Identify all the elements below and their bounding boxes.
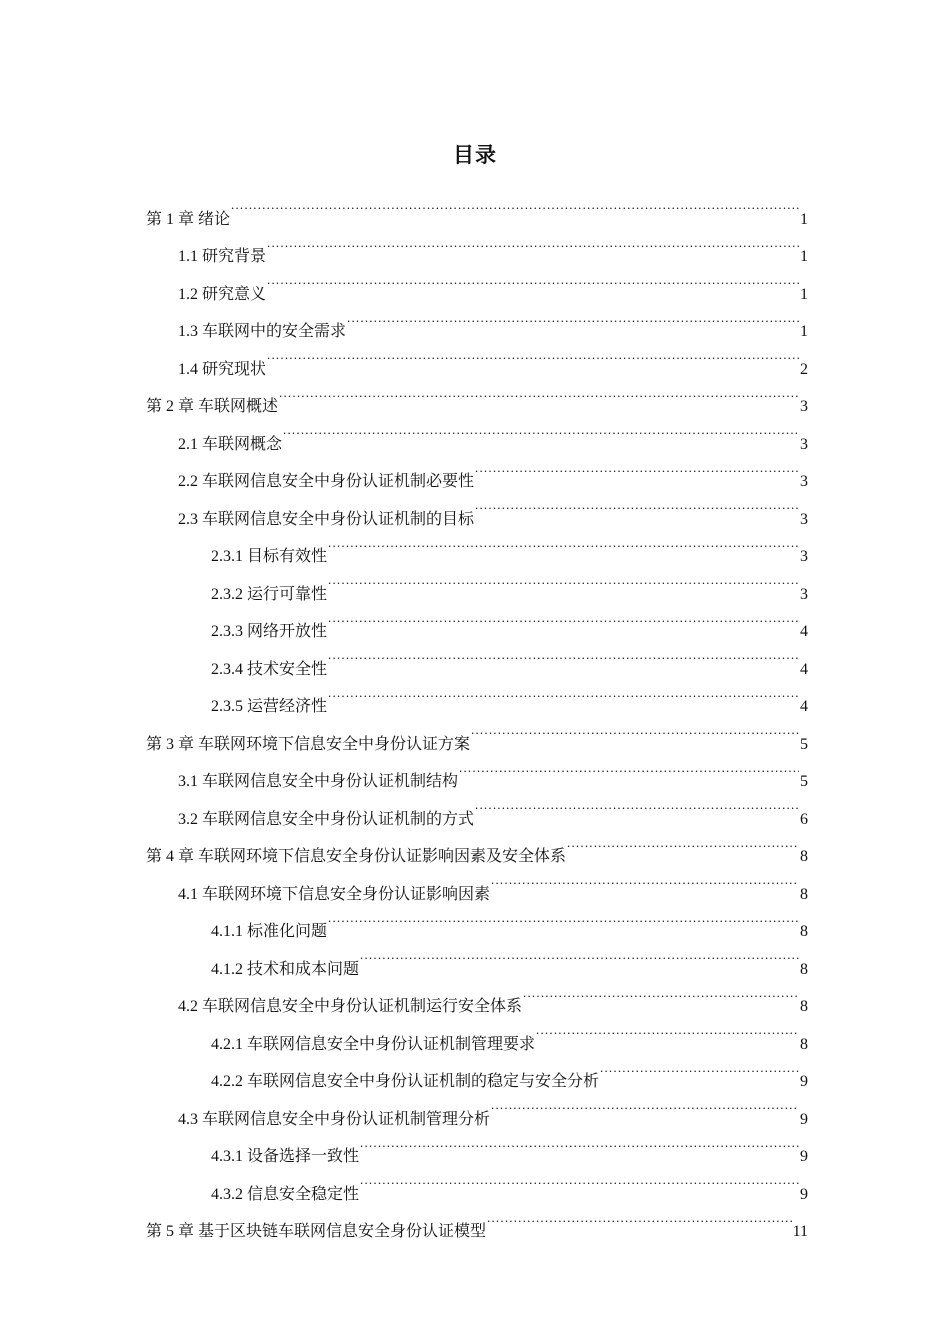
toc-entry-label: 第 1 章 绪论	[146, 210, 231, 228]
page-title: 目录	[453, 143, 497, 167]
toc-entry-page-number: 8	[800, 1035, 808, 1053]
toc-entry-page-number: 5	[800, 773, 808, 790]
toc-entry-page-number: 4	[800, 698, 808, 715]
toc-entry-label: 4.3.2 信息安全稳定性	[211, 1185, 360, 1203]
toc-entry-label: 第 5 章 基于区块链车联网信息安全身份认证模型	[146, 1223, 487, 1240]
toc-entry-page-number: 1	[800, 285, 808, 303]
toc-entry-page-number: 4	[800, 660, 808, 678]
toc-dot-leader	[328, 899, 799, 937]
toc-entry-page-number: 9	[800, 1110, 808, 1128]
toc-entry-label: 2.3.4 技术安全性	[211, 660, 328, 678]
toc-dot-leader	[328, 636, 799, 674]
toc-entry-label: 2.3 车联网信息安全中身份认证机制的目标	[178, 510, 475, 528]
toc-entry-page-number: 3	[800, 435, 808, 453]
toc-entry-page-number: 3	[800, 473, 808, 490]
toc-entry-label: 2.2 车联网信息安全中身份认证机制必要性	[178, 473, 475, 490]
toc-entry-page-number: 1	[800, 210, 808, 228]
toc-entry-page-number: 9	[800, 1185, 808, 1203]
toc-entry-page-number: 8	[800, 923, 808, 940]
toc-dot-leader	[267, 224, 799, 262]
toc-dot-leader	[360, 936, 799, 974]
toc-dot-leader	[471, 711, 799, 749]
toc-dot-leader	[328, 674, 799, 712]
toc-dot-leader	[328, 561, 799, 599]
toc-entry-page-number: 1	[800, 248, 808, 265]
toc-entry-label: 2.3.3 网络开放性	[211, 623, 328, 640]
toc-dot-leader	[491, 1086, 799, 1124]
toc-entry-label: 4.2.2 车联网信息安全中身份认证机制的稳定与安全分析	[211, 1073, 600, 1090]
toc-entry-label: 1.3 车联网中的安全需求	[178, 323, 347, 340]
toc-entry-label: 4.1.2 技术和成本问题	[211, 960, 360, 978]
toc-dot-leader	[475, 486, 799, 524]
toc-dot-leader	[523, 974, 799, 1012]
toc-entry-page-number: 2	[800, 360, 808, 378]
toc-dot-leader	[347, 299, 799, 337]
toc-entry-label: 1.1 研究背景	[178, 248, 267, 265]
toc-dot-leader	[475, 786, 799, 824]
toc-entry-page-number: 11	[792, 1223, 808, 1240]
toc-dot-leader	[279, 374, 799, 412]
toc-entry-page-number: 8	[800, 885, 808, 903]
toc-entry-page-number: 1	[800, 323, 808, 340]
toc-dot-leader	[283, 411, 799, 449]
toc-entry-page-number: 5	[800, 735, 808, 753]
toc-dot-leader	[360, 1124, 799, 1162]
toc-entry-page-number: 8	[800, 998, 808, 1015]
toc-dot-leader	[567, 824, 799, 862]
toc-entry-label: 4.1 车联网环境下信息安全身份认证影响因素	[178, 885, 491, 903]
toc-entry-page-number: 3	[800, 548, 808, 565]
toc-entry-label: 1.2 研究意义	[178, 285, 267, 303]
toc-entry-page-number: 8	[800, 848, 808, 865]
toc-dot-leader	[491, 861, 799, 899]
toc-entry-label: 4.2.1 车联网信息安全中身份认证机制管理要求	[211, 1035, 536, 1053]
toc-entry-label: 3.1 车联网信息安全中身份认证机制结构	[178, 773, 459, 790]
table-of-contents	[146, 186, 808, 1240]
toc-entry[interactable]	[146, 224, 808, 265]
toc-entry-page-number: 3	[800, 510, 808, 528]
toc-entry-label: 4.2 车联网信息安全中身份认证机制运行安全体系	[178, 998, 523, 1015]
toc-dot-leader	[267, 336, 799, 374]
toc-entry-page-number: 3	[800, 398, 808, 415]
toc-dot-leader	[267, 261, 799, 299]
toc-entry-page-number: 3	[800, 585, 808, 603]
toc-dot-leader	[360, 1161, 799, 1199]
toc-entry-label: 第 3 章 车联网环境下信息安全中身份认证方案	[146, 735, 471, 753]
toc-dot-leader	[328, 524, 799, 562]
toc-entry-page-number: 8	[800, 960, 808, 978]
toc-dot-leader	[536, 1011, 799, 1049]
toc-entry-label: 1.4 研究现状	[178, 360, 267, 378]
toc-entry-label: 4.3.1 设备选择一致性	[211, 1148, 360, 1165]
toc-entry-label: 4.3 车联网信息安全中身份认证机制管理分析	[178, 1110, 491, 1128]
toc-entry-page-number: 9	[800, 1073, 808, 1090]
toc-dot-leader	[475, 449, 799, 487]
toc-entry[interactable]	[146, 186, 808, 228]
toc-entry-label: 2.1 车联网概念	[178, 435, 283, 453]
toc-entry-label: 2.3.1 目标有效性	[211, 548, 328, 565]
toc-entry-page-number: 4	[800, 623, 808, 640]
toc-entry-label: 第 4 章 车联网环境下信息安全身份认证影响因素及安全体系	[146, 848, 567, 865]
toc-dot-leader	[600, 1049, 799, 1087]
toc-entry-label: 第 2 章 车联网概述	[146, 398, 279, 415]
toc-dot-leader	[231, 186, 799, 224]
toc-dot-leader	[459, 749, 799, 787]
toc-entry-label: 3.2 车联网信息安全中身份认证机制的方式	[178, 810, 475, 828]
toc-entry-page-number: 9	[800, 1148, 808, 1165]
toc-entry-label: 4.1.1 标准化问题	[211, 923, 328, 940]
toc-entry-label: 2.3.2 运行可靠性	[211, 585, 328, 603]
toc-dot-leader	[328, 599, 799, 637]
toc-entry-label: 2.3.5 运营经济性	[211, 698, 328, 715]
toc-dot-leader	[487, 1199, 792, 1237]
toc-entry-page-number: 6	[800, 810, 808, 828]
